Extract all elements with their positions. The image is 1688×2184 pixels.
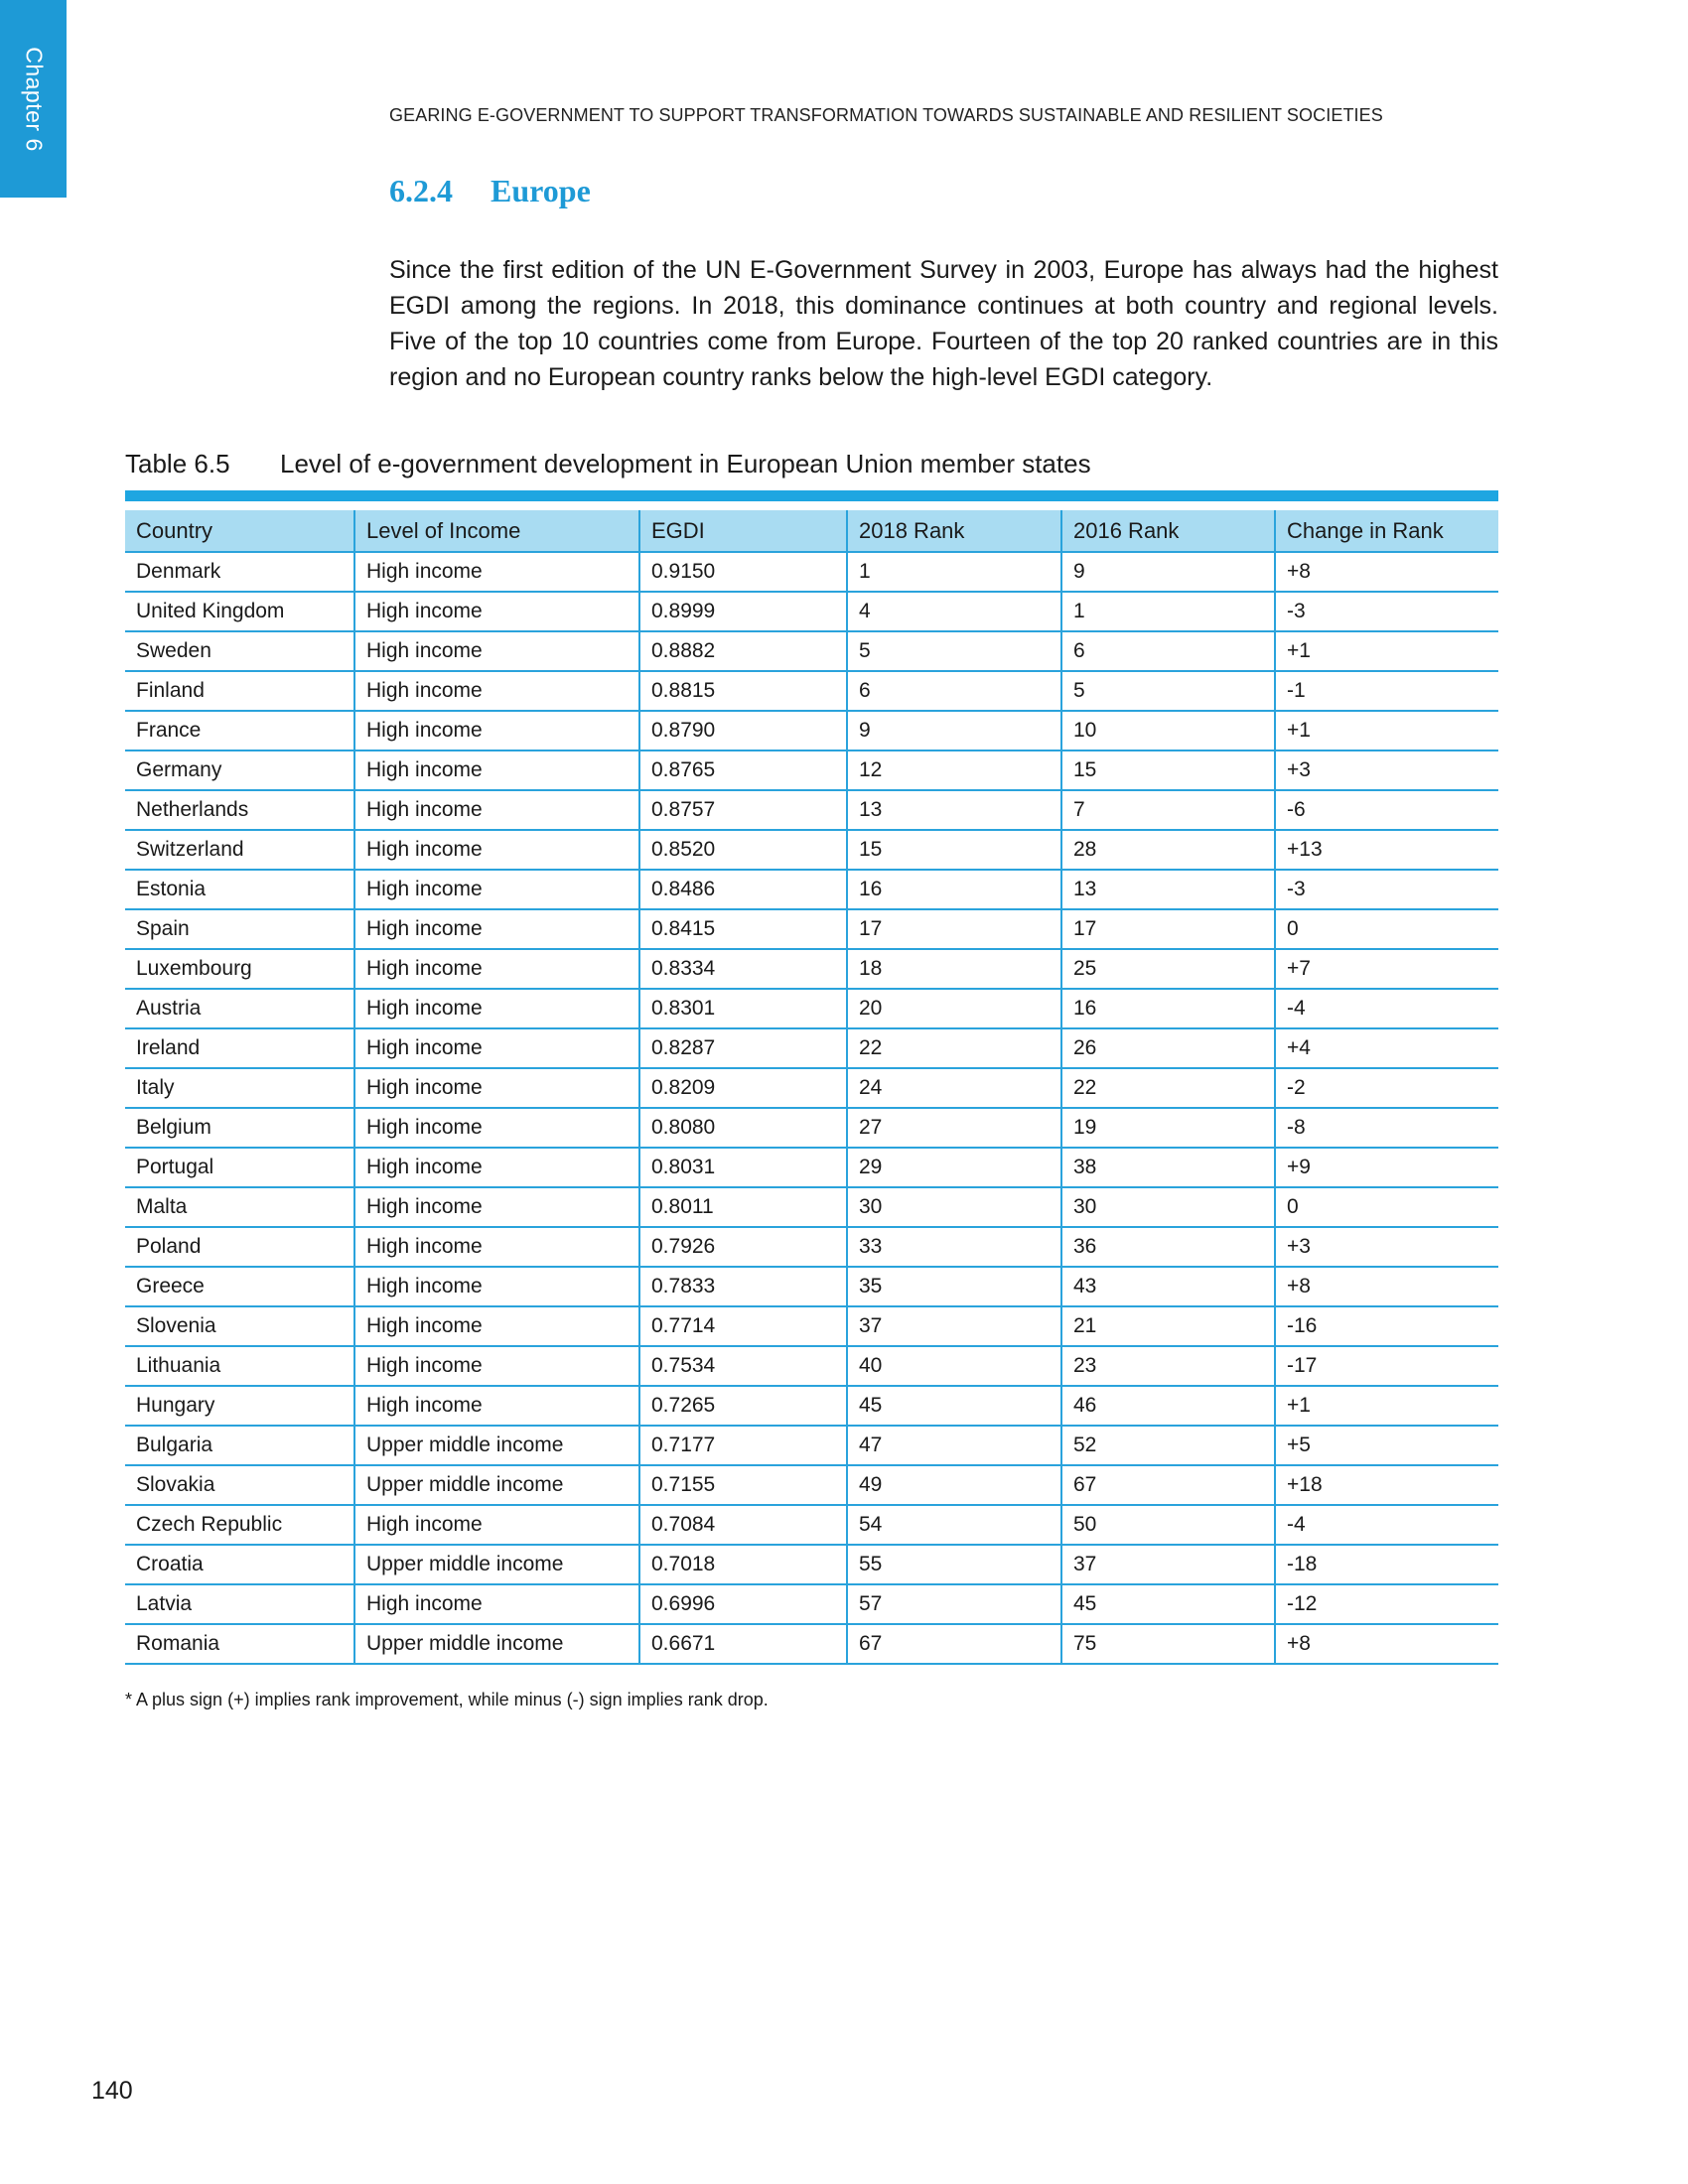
column-header: Level of Income	[354, 510, 639, 552]
rank-2016-cell: 21	[1061, 1306, 1275, 1346]
table-row	[125, 1624, 1498, 1664]
rank-change-cell: +8	[1275, 1624, 1498, 1664]
rank-2018-cell: 49	[847, 1465, 1061, 1505]
rank-change-cell: -1	[1275, 671, 1498, 711]
income-level-cell: High income	[354, 1584, 639, 1624]
income-level-cell: High income	[354, 909, 639, 949]
rank-2018-cell: 24	[847, 1068, 1061, 1108]
table-row	[125, 711, 1498, 751]
country-cell: Slovenia	[125, 1306, 354, 1346]
table-row	[125, 830, 1498, 870]
table-row	[125, 592, 1498, 631]
income-level-cell: High income	[354, 1068, 639, 1108]
income-level-cell: High income	[354, 1267, 639, 1306]
rank-2016-cell: 22	[1061, 1068, 1275, 1108]
egdi-cell: 0.8415	[639, 909, 847, 949]
rank-change-cell: -3	[1275, 592, 1498, 631]
rank-2016-cell: 45	[1061, 1584, 1275, 1624]
rank-change-cell: +13	[1275, 830, 1498, 870]
income-level-cell: High income	[354, 1148, 639, 1187]
table-row	[125, 1148, 1498, 1187]
rank-change-cell: +3	[1275, 751, 1498, 790]
country-cell: Hungary	[125, 1386, 354, 1426]
egdi-cell: 0.8486	[639, 870, 847, 909]
country-cell: Sweden	[125, 631, 354, 671]
egdi-cell: 0.8520	[639, 830, 847, 870]
rank-2018-cell: 12	[847, 751, 1061, 790]
table-row	[125, 751, 1498, 790]
income-level-cell: High income	[354, 1386, 639, 1426]
rank-2018-cell: 20	[847, 989, 1061, 1028]
egdi-cell: 0.7018	[639, 1545, 847, 1584]
country-cell: Slovakia	[125, 1465, 354, 1505]
egdi-cell: 0.8790	[639, 711, 847, 751]
table-footnote: * A plus sign (+) implies rank improvement, while minus (-) sign implies rank drop.	[125, 1690, 769, 1709]
table-row	[125, 671, 1498, 711]
rank-change-cell: +8	[1275, 552, 1498, 592]
table-row	[125, 1426, 1498, 1465]
table-row	[125, 1227, 1498, 1267]
country-cell: Romania	[125, 1624, 354, 1664]
egdi-cell: 0.8287	[639, 1028, 847, 1068]
country-cell: Lithuania	[125, 1346, 354, 1386]
egdi-cell: 0.8882	[639, 631, 847, 671]
rank-2018-cell: 16	[847, 870, 1061, 909]
egdi-cell: 0.7926	[639, 1227, 847, 1267]
country-cell: Estonia	[125, 870, 354, 909]
income-level-cell: High income	[354, 751, 639, 790]
rank-2016-cell: 25	[1061, 949, 1275, 989]
table-number: Table 6.5	[125, 449, 230, 478]
income-level-cell: High income	[354, 949, 639, 989]
rank-2016-cell: 15	[1061, 751, 1275, 790]
rank-change-cell: -4	[1275, 989, 1498, 1028]
income-level-cell: Upper middle income	[354, 1545, 639, 1584]
rank-2016-cell: 19	[1061, 1108, 1275, 1148]
rank-2016-cell: 16	[1061, 989, 1275, 1028]
rank-2016-cell: 10	[1061, 711, 1275, 751]
rank-2018-cell: 33	[847, 1227, 1061, 1267]
rank-change-cell: +3	[1275, 1227, 1498, 1267]
table-row	[125, 1584, 1498, 1624]
rank-change-cell: -18	[1275, 1545, 1498, 1584]
rank-2016-cell: 46	[1061, 1386, 1275, 1426]
table-row	[125, 1187, 1498, 1227]
section-number: 6.2.4	[389, 173, 453, 208]
rank-change-cell: -16	[1275, 1306, 1498, 1346]
table-row	[125, 870, 1498, 909]
rank-2016-cell: 30	[1061, 1187, 1275, 1227]
egdi-cell: 0.6996	[639, 1584, 847, 1624]
table-title: Level of e-government development in European Union member states	[280, 449, 1091, 478]
rank-2018-cell: 27	[847, 1108, 1061, 1148]
rank-2018-cell: 17	[847, 909, 1061, 949]
table-row	[125, 790, 1498, 830]
income-level-cell: High income	[354, 1227, 639, 1267]
table-row	[125, 631, 1498, 671]
egdi-cell: 0.8334	[639, 949, 847, 989]
rank-2018-cell: 67	[847, 1624, 1061, 1664]
rank-change-cell: -12	[1275, 1584, 1498, 1624]
rank-2018-cell: 55	[847, 1545, 1061, 1584]
rank-2016-cell: 17	[1061, 909, 1275, 949]
rank-change-cell: +8	[1275, 1267, 1498, 1306]
country-cell: Poland	[125, 1227, 354, 1267]
egdi-cell: 0.7084	[639, 1505, 847, 1545]
country-cell: Denmark	[125, 552, 354, 592]
table-row	[125, 1108, 1498, 1148]
rank-2016-cell: 43	[1061, 1267, 1275, 1306]
country-cell: Austria	[125, 989, 354, 1028]
country-cell: Bulgaria	[125, 1426, 354, 1465]
rank-change-cell: +18	[1275, 1465, 1498, 1505]
income-level-cell: High income	[354, 631, 639, 671]
table-row	[125, 909, 1498, 949]
income-level-cell: High income	[354, 1505, 639, 1545]
rank-2018-cell: 45	[847, 1386, 1061, 1426]
rank-2016-cell: 28	[1061, 830, 1275, 870]
rank-2016-cell: 75	[1061, 1624, 1275, 1664]
table-row	[125, 1465, 1498, 1505]
rank-2018-cell: 4	[847, 592, 1061, 631]
rank-2018-cell: 29	[847, 1148, 1061, 1187]
table-row	[125, 552, 1498, 592]
section-title: Europe	[491, 173, 591, 208]
egdi-cell: 0.9150	[639, 552, 847, 592]
rank-2018-cell: 9	[847, 711, 1061, 751]
country-cell: Switzerland	[125, 830, 354, 870]
column-header: EGDI	[639, 510, 847, 552]
rank-2016-cell: 36	[1061, 1227, 1275, 1267]
rank-2016-cell: 37	[1061, 1545, 1275, 1584]
chapter-tab	[0, 0, 67, 198]
country-cell: Greece	[125, 1267, 354, 1306]
intro-paragraph: Since the first edition of the UN E-Government Survey in 2003, Europe has always had the highest EGDI among the regions. In 2018, this dominance continues at both country and regional levels. Five of the top 10 countries come from Europe. Fourteen of the top 20 ranked countries are in this region and no European country ranks below the high-level EGDI category.	[389, 256, 1498, 391]
income-level-cell: High income	[354, 989, 639, 1028]
egdi-cell: 0.8999	[639, 592, 847, 631]
egdi-table	[125, 510, 1498, 1665]
country-cell: Czech Republic	[125, 1505, 354, 1545]
rank-change-cell: +7	[1275, 949, 1498, 989]
income-level-cell: High income	[354, 1187, 639, 1227]
income-level-cell: High income	[354, 711, 639, 751]
income-level-cell: High income	[354, 830, 639, 870]
rank-2016-cell: 13	[1061, 870, 1275, 909]
rank-2016-cell: 1	[1061, 592, 1275, 631]
rank-2018-cell: 13	[847, 790, 1061, 830]
egdi-cell: 0.8301	[639, 989, 847, 1028]
income-level-cell: Upper middle income	[354, 1465, 639, 1505]
egdi-cell: 0.8757	[639, 790, 847, 830]
rank-2018-cell: 35	[847, 1267, 1061, 1306]
table-row	[125, 949, 1498, 989]
table-row	[125, 1267, 1498, 1306]
rank-change-cell: -4	[1275, 1505, 1498, 1545]
column-header: 2018 Rank	[847, 510, 1061, 552]
rank-2018-cell: 54	[847, 1505, 1061, 1545]
table-row	[125, 1346, 1498, 1386]
rank-change-cell: +1	[1275, 1386, 1498, 1426]
country-cell: Finland	[125, 671, 354, 711]
rank-2018-cell: 1	[847, 552, 1061, 592]
country-cell: Spain	[125, 909, 354, 949]
income-level-cell: High income	[354, 790, 639, 830]
rank-2018-cell: 22	[847, 1028, 1061, 1068]
running-header: GEARING E-GOVERNMENT TO SUPPORT TRANSFORMATION TOWARDS SUSTAINABLE AND RESILIENT SOCIETIES	[389, 105, 1383, 125]
rank-2016-cell: 6	[1061, 631, 1275, 671]
egdi-cell: 0.8765	[639, 751, 847, 790]
country-cell: France	[125, 711, 354, 751]
rank-2018-cell: 37	[847, 1306, 1061, 1346]
section-heading	[389, 173, 591, 209]
egdi-cell: 0.7534	[639, 1346, 847, 1386]
egdi-cell: 0.7265	[639, 1386, 847, 1426]
rank-2018-cell: 18	[847, 949, 1061, 989]
rank-change-cell: -2	[1275, 1068, 1498, 1108]
income-level-cell: Upper middle income	[354, 1426, 639, 1465]
country-cell: Latvia	[125, 1584, 354, 1624]
rank-2016-cell: 7	[1061, 790, 1275, 830]
rank-2018-cell: 57	[847, 1584, 1061, 1624]
rank-2018-cell: 15	[847, 830, 1061, 870]
country-cell: Netherlands	[125, 790, 354, 830]
country-cell: Ireland	[125, 1028, 354, 1068]
rank-change-cell: 0	[1275, 909, 1498, 949]
country-cell: United Kingdom	[125, 592, 354, 631]
rank-2018-cell: 40	[847, 1346, 1061, 1386]
table-header-row	[125, 510, 1498, 552]
chapter-tab-label: Chapter 6	[21, 47, 48, 152]
caption-rule	[125, 490, 1498, 501]
rank-2018-cell: 47	[847, 1426, 1061, 1465]
egdi-cell: 0.7833	[639, 1267, 847, 1306]
column-header: Change in Rank	[1275, 510, 1498, 552]
rank-2018-cell: 6	[847, 671, 1061, 711]
column-header: 2016 Rank	[1061, 510, 1275, 552]
country-cell: Portugal	[125, 1148, 354, 1187]
egdi-cell: 0.8209	[639, 1068, 847, 1108]
rank-2016-cell: 9	[1061, 552, 1275, 592]
rank-change-cell: 0	[1275, 1187, 1498, 1227]
country-cell: Croatia	[125, 1545, 354, 1584]
country-cell: Belgium	[125, 1108, 354, 1148]
rank-2018-cell: 5	[847, 631, 1061, 671]
income-level-cell: High income	[354, 1346, 639, 1386]
rank-change-cell: -3	[1275, 870, 1498, 909]
rank-change-cell: +4	[1275, 1028, 1498, 1068]
table-caption	[125, 449, 1091, 479]
egdi-cell: 0.7714	[639, 1306, 847, 1346]
country-cell: Luxembourg	[125, 949, 354, 989]
egdi-cell: 0.8080	[639, 1108, 847, 1148]
rank-change-cell: +1	[1275, 631, 1498, 671]
rank-2016-cell: 52	[1061, 1426, 1275, 1465]
egdi-cell: 0.8815	[639, 671, 847, 711]
income-level-cell: High income	[354, 1028, 639, 1068]
egdi-cell: 0.6671	[639, 1624, 847, 1664]
egdi-cell: 0.7177	[639, 1426, 847, 1465]
income-level-cell: High income	[354, 1306, 639, 1346]
rank-change-cell: +1	[1275, 711, 1498, 751]
page-number: 140	[91, 2077, 133, 2105]
table-row	[125, 1068, 1498, 1108]
table-row	[125, 1545, 1498, 1584]
country-cell: Germany	[125, 751, 354, 790]
rank-2016-cell: 67	[1061, 1465, 1275, 1505]
table-row	[125, 1505, 1498, 1545]
rank-2016-cell: 38	[1061, 1148, 1275, 1187]
rank-change-cell: -8	[1275, 1108, 1498, 1148]
rank-2018-cell: 30	[847, 1187, 1061, 1227]
country-cell: Malta	[125, 1187, 354, 1227]
income-level-cell: High income	[354, 552, 639, 592]
country-cell: Italy	[125, 1068, 354, 1108]
table-row	[125, 1306, 1498, 1346]
rank-change-cell: -17	[1275, 1346, 1498, 1386]
egdi-cell: 0.7155	[639, 1465, 847, 1505]
egdi-cell: 0.8031	[639, 1148, 847, 1187]
income-level-cell: High income	[354, 1108, 639, 1148]
rank-2016-cell: 26	[1061, 1028, 1275, 1068]
income-level-cell: High income	[354, 671, 639, 711]
rank-change-cell: +5	[1275, 1426, 1498, 1465]
column-header: Country	[125, 510, 354, 552]
income-level-cell: High income	[354, 870, 639, 909]
rank-2016-cell: 5	[1061, 671, 1275, 711]
table-row	[125, 989, 1498, 1028]
income-level-cell: Upper middle income	[354, 1624, 639, 1664]
income-level-cell: High income	[354, 592, 639, 631]
rank-2016-cell: 23	[1061, 1346, 1275, 1386]
rank-change-cell: -6	[1275, 790, 1498, 830]
table-row	[125, 1386, 1498, 1426]
rank-2016-cell: 50	[1061, 1505, 1275, 1545]
egdi-cell: 0.8011	[639, 1187, 847, 1227]
rank-change-cell: +9	[1275, 1148, 1498, 1187]
table-row	[125, 1028, 1498, 1068]
